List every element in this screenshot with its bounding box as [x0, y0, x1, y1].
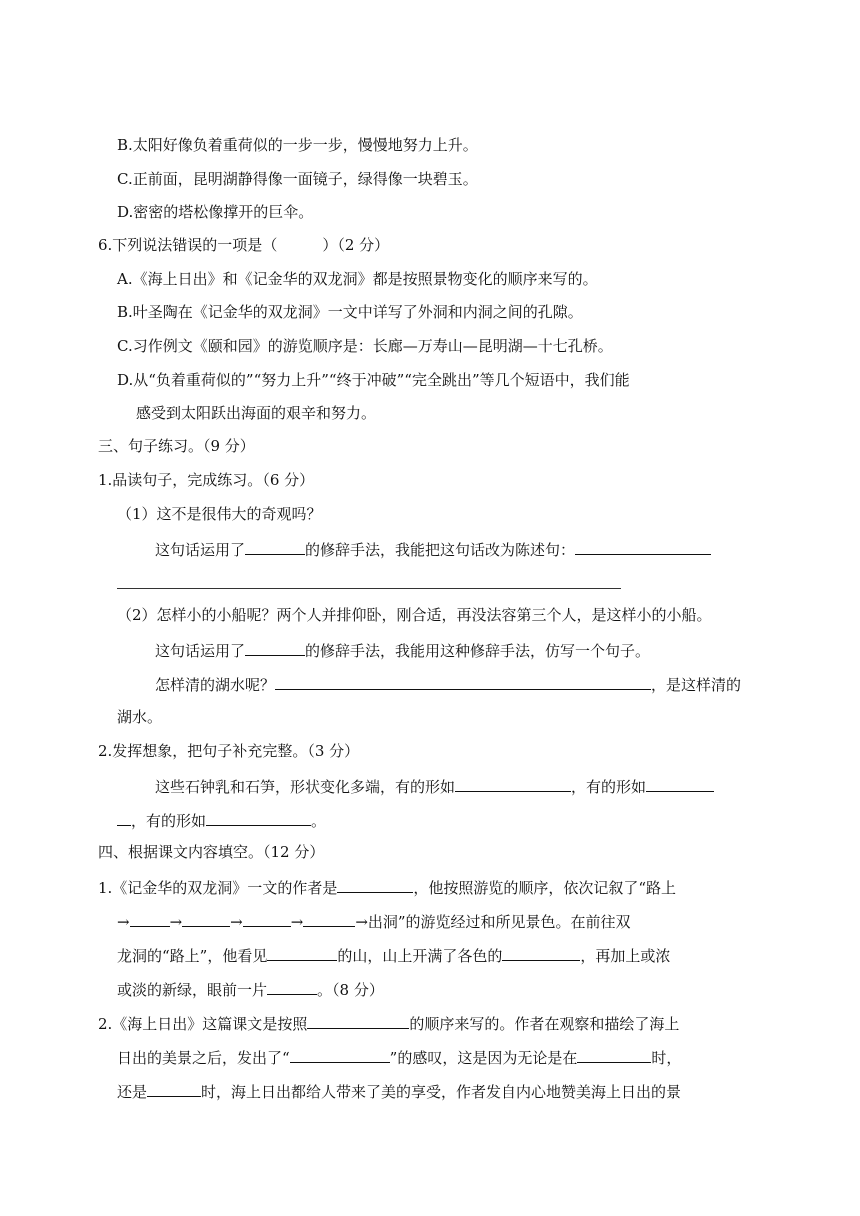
s4-q1-line4 [117, 977, 384, 1001]
prompt-text: ，有的形如 [571, 778, 647, 796]
prompt-text: 时， [651, 1049, 682, 1067]
arrow: → [117, 913, 130, 931]
rhetoric-blank[interactable] [245, 537, 305, 555]
s4-q2-line2 [117, 1045, 681, 1069]
s3-q1-stem: 1.品读句子，完成练习。（6 分） [98, 471, 315, 489]
arrow: → [169, 913, 183, 931]
prompt-text: 怎样清的湖水呢？ [155, 676, 276, 694]
route-blank-4[interactable] [303, 909, 355, 927]
s4-q2-line1 [98, 1011, 679, 1035]
prompt-text: 这些石钟乳和石笋，形状变化多端，有的形如 [155, 778, 456, 796]
author-blank[interactable] [337, 875, 413, 893]
section3-heading: 三、句子练习。（9 分） [98, 437, 255, 455]
shape-blank-3[interactable] [206, 808, 311, 826]
prompt-text: 2.《海上日出》这篇课文是按照 [98, 1015, 308, 1033]
route-blank-3[interactable] [243, 909, 291, 927]
prompt-text: ”的感叹，这是因为无论是在 [389, 1049, 578, 1067]
s3-q1-2-end: 湖水。 [117, 708, 163, 726]
prompt-text: 还是 [117, 1083, 148, 1101]
prompt-text: 。（8 分） [317, 981, 384, 999]
prompt-text: 日出的美景之后，发出了“ [117, 1049, 290, 1067]
q5-option-b: B.太阳好像负着重荷似的一步一步，慢慢地努力上升。 [117, 136, 478, 154]
prompt-text: ，他按照游览的顺序，依次记叙了“路上 [413, 879, 676, 897]
arrow: → [230, 913, 243, 931]
prompt-text: 。 [311, 812, 327, 830]
q6-option-c: C.习作例文《颐和园》的游览顺序是：长廊—万寿山—昆明湖—十七孔桥。 [117, 337, 613, 355]
s3-q1-2-imitate [155, 672, 741, 696]
q6-stem [98, 234, 389, 256]
prompt-text: 的顺序来写的。作者在观察和描绘了海上 [409, 1015, 680, 1033]
prompt-text: ，是这样清的 [651, 676, 742, 694]
q5-option-d: D.密密的塔松像撑开的巨伞。 [117, 203, 314, 221]
q6-stem-text: 6.下列说法错误的一项是（ [98, 236, 278, 254]
s3-q1-2-task [155, 638, 650, 662]
order-blank[interactable] [307, 1011, 409, 1029]
q6-score: ）（2 分） [322, 236, 390, 254]
scene-blank[interactable] [267, 977, 317, 995]
declarative-blank[interactable] [575, 537, 711, 555]
s4-q1-line2 [117, 909, 631, 933]
shape-blank-2[interactable] [646, 774, 714, 792]
s3-q1-1-sentence: （1）这不是很伟大的奇观吗？ [117, 505, 322, 523]
task-text: 的修辞手法，我能把这句话改为陈述句： [305, 541, 576, 559]
mountain-blank[interactable] [267, 943, 337, 961]
prompt-text: ，再加上或浓 [580, 947, 671, 965]
q6-option-d-line2: 感受到太阳跃出海面的艰辛和努力。 [136, 404, 377, 422]
rhetoric-blank[interactable] [245, 638, 305, 656]
prompt-text: 1.《记金华的双龙洞》一文的作者是 [98, 879, 338, 897]
prompt-text: ，有的形如 [131, 812, 207, 830]
s3-q1-2-sentence: （2）怎样小的小船呢？两个人并排仰卧，刚合适，再没法容第三个人，是这样小的小船。 [117, 606, 712, 624]
route-blank-2[interactable] [182, 909, 230, 927]
q5-option-c: C.正前面，昆明湖静得像一面镜子，绿得像一块碧玉。 [117, 170, 478, 188]
exclamation-blank[interactable] [290, 1045, 390, 1063]
q6-option-a: A.《海上日出》和《记金华的双龙洞》都是按照景物变化的顺序来写的。 [117, 270, 598, 288]
arrow: → [290, 913, 304, 931]
prompt-text: 时，海上日出都给人带来了美的享受，作者发自内心地赞美海上日出的景 [201, 1083, 682, 1101]
shape-blank-1[interactable] [455, 774, 571, 792]
s4-q1-line3 [117, 943, 670, 967]
shape-blank-2-cont[interactable] [117, 808, 131, 826]
task-text: 这句话运用了 [155, 541, 246, 559]
task-text: 这句话运用了 [155, 642, 246, 660]
s3-q1-1-task [155, 537, 711, 561]
prompt-text: →出洞”的游览经过和所见景色。在前往双 [355, 913, 631, 931]
s4-q1-line1 [98, 875, 676, 899]
weather-blank-2[interactable] [147, 1079, 201, 1097]
task-text: 的修辞手法，我能用这种修辞手法，仿写一个句子。 [305, 642, 651, 660]
route-blank-1[interactable] [130, 909, 170, 927]
prompt-text: 龙洞的“路上”，他看见 [117, 947, 268, 965]
s3-q2-stem: 2.发挥想象，把句子补充完整。（3 分） [98, 742, 360, 760]
prompt-text: 或淡的新绿，眼前一片 [117, 981, 268, 999]
section4-heading: 四、根据课文内容填空。（12 分） [98, 843, 325, 861]
imitation-blank[interactable] [275, 672, 651, 690]
s4-q2-line3 [117, 1079, 681, 1103]
weather-blank-1[interactable] [577, 1045, 651, 1063]
prompt-text: 的山，山上开满了各色的 [337, 947, 503, 965]
s3-q2-line1 [155, 774, 714, 798]
flower-blank[interactable] [502, 943, 580, 961]
answer-line[interactable] [117, 588, 621, 589]
q6-option-d-line1: D.从“负着重荷似的”“努力上升”“终于冲破”“完全跳出”等几个短语中，我们能 [117, 371, 630, 389]
q6-option-b: B.叶圣陶在《记金华的双龙洞》一文中详写了外洞和内洞之间的孔隙。 [117, 303, 583, 321]
s3-q2-line2 [117, 808, 326, 832]
